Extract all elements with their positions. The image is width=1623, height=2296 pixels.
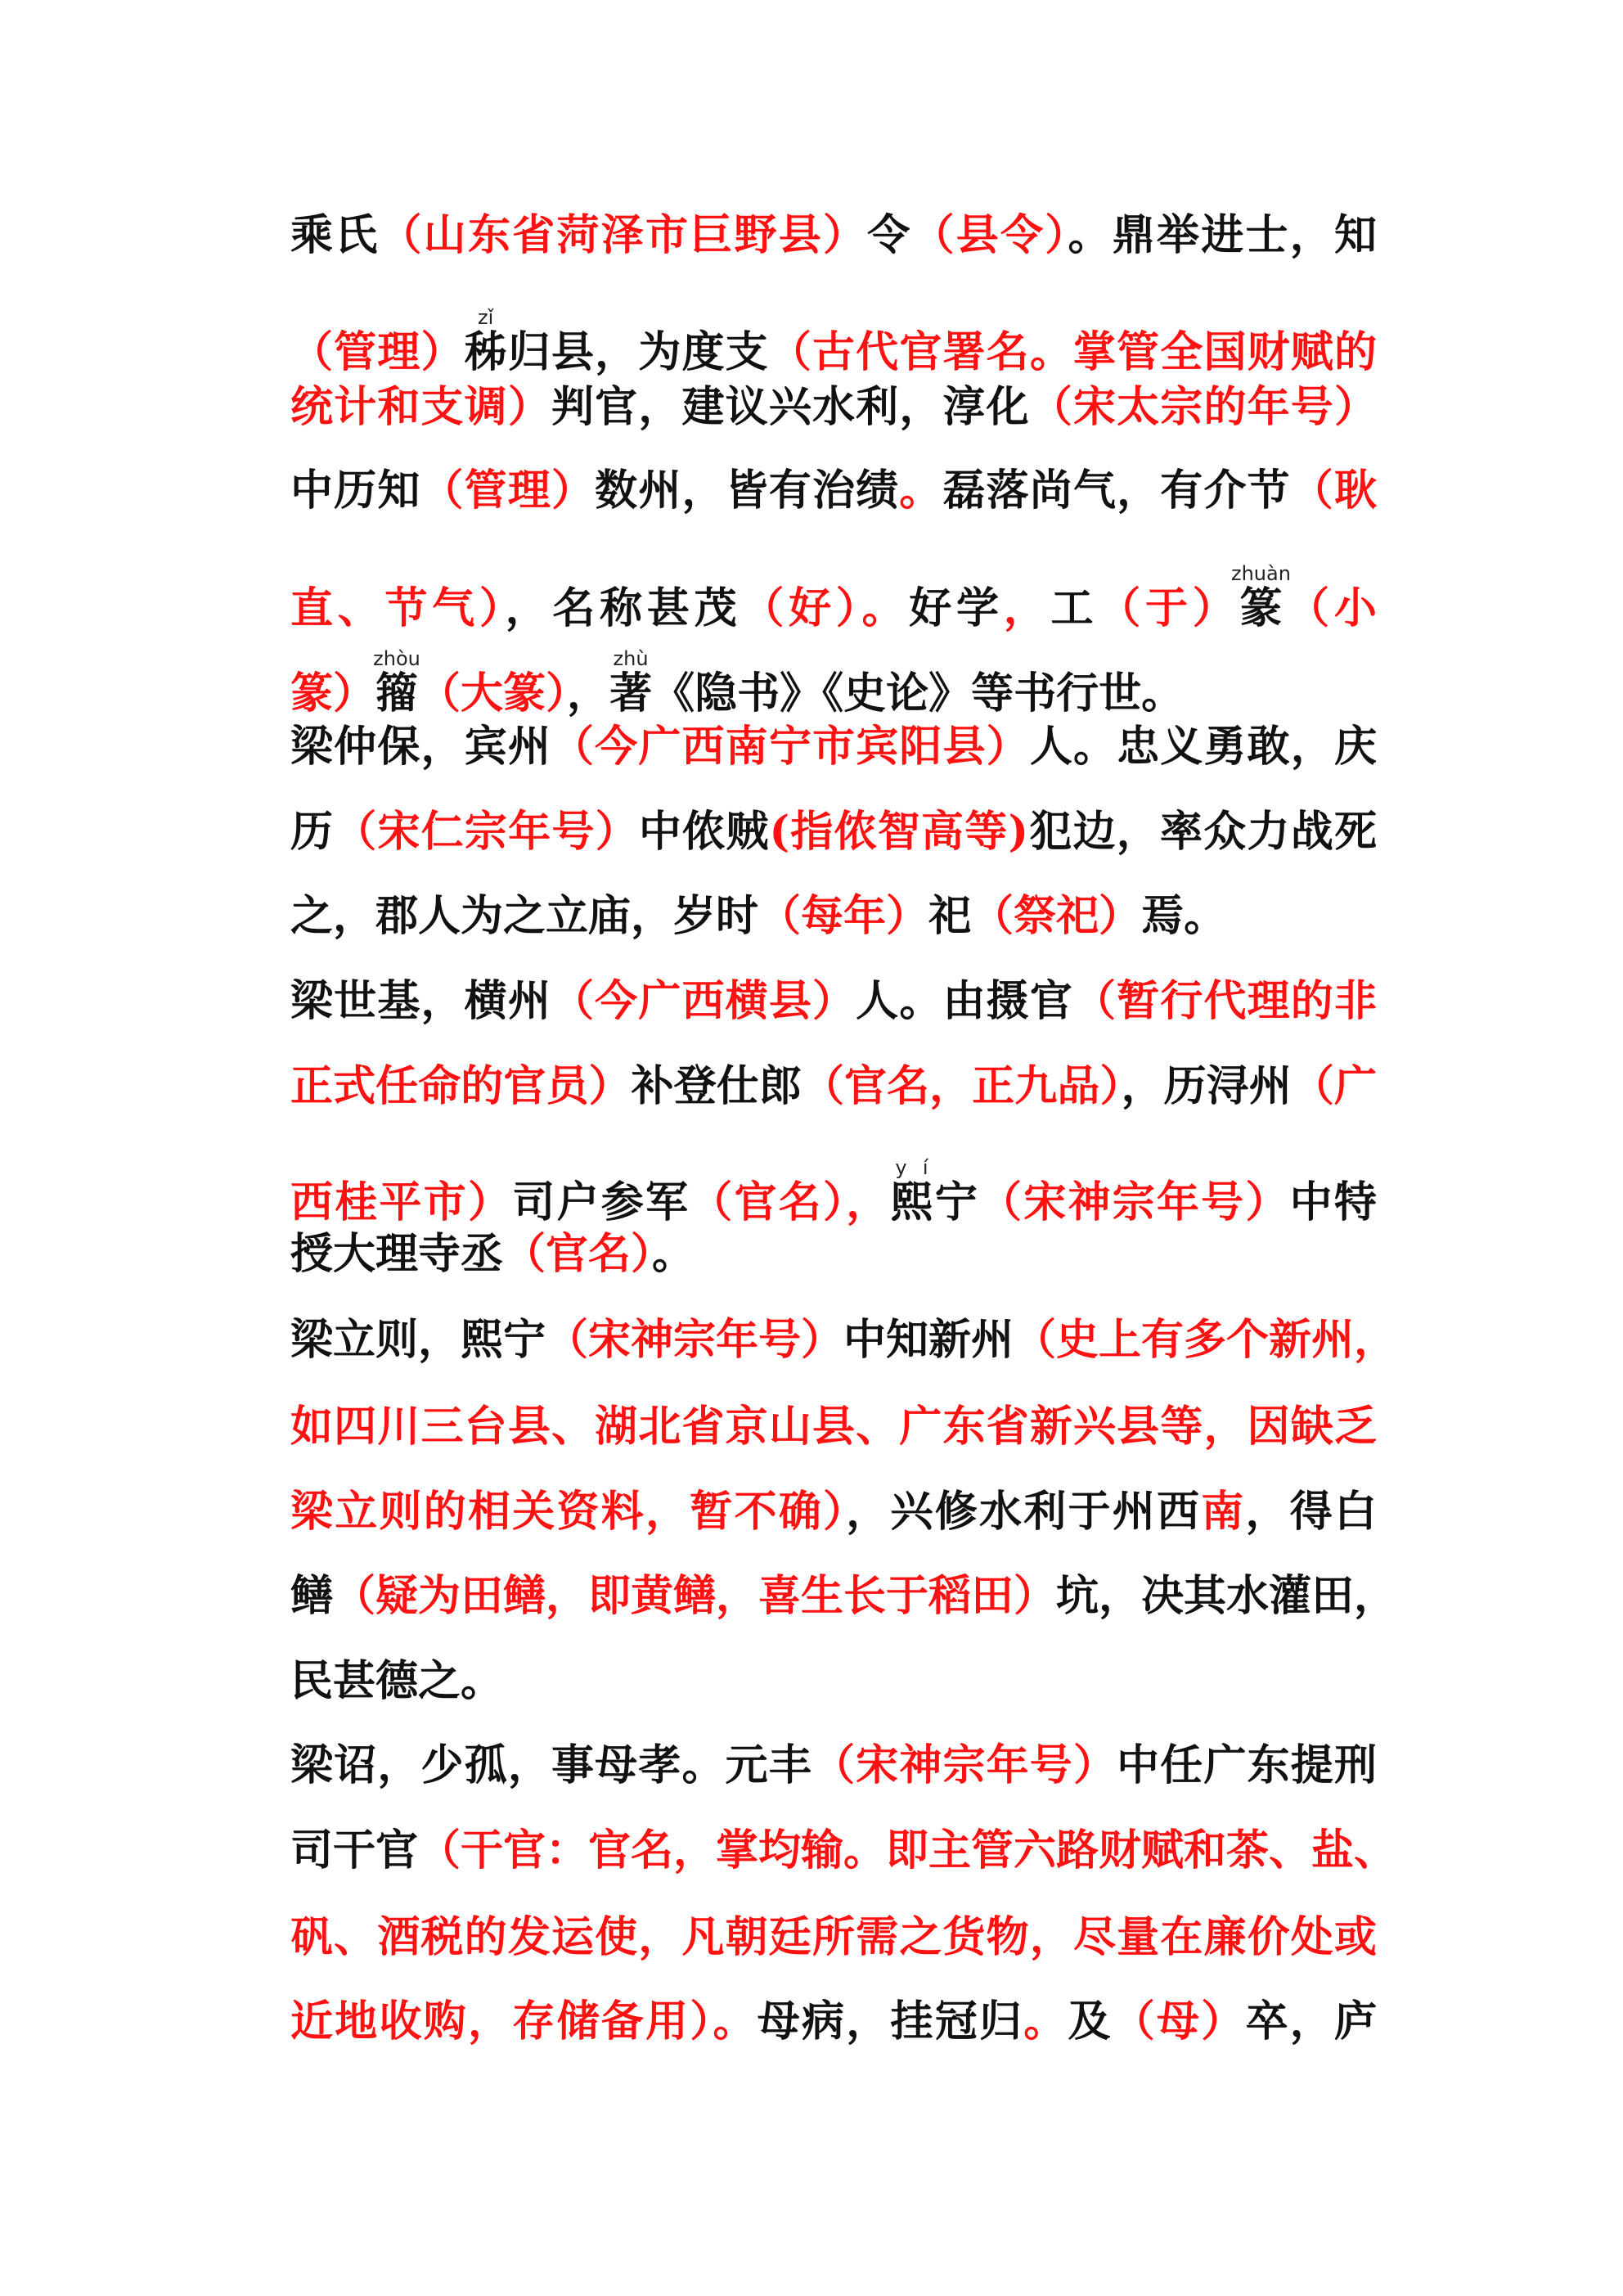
annotation-text: （每年） xyxy=(758,891,929,941)
annotation-text: 梁立则的相关资料，暂不确） xyxy=(290,1487,847,1537)
body-text: 人。由摄官 xyxy=(856,976,1073,1026)
body-text: 。鼎举进士，知 xyxy=(1068,210,1377,260)
annotation-text: （好）。 xyxy=(741,583,910,633)
annotation-text: 矾、酒税的发运使，凡朝廷所需之货物，尽量在廉价处或 xyxy=(290,1912,1377,1962)
annotation-text: （今广西横县） xyxy=(551,976,856,1026)
annotation-text: （耿 xyxy=(1290,466,1377,515)
text-line xyxy=(290,1997,1377,2046)
text-line xyxy=(290,1488,1377,1537)
annotation-text: 如四川三台县、湖北省京山县、广东省新兴县等，因缺乏 xyxy=(290,1402,1377,1452)
text-line xyxy=(290,892,1377,941)
text-line xyxy=(290,647,1377,718)
annotation-text: （今广西南宁市宾阳县） xyxy=(551,722,1030,772)
annotation-text: （史上有多个新州， xyxy=(1014,1315,1397,1365)
base-char: 秭 xyxy=(464,327,508,377)
annotation-text: （古代官署名。掌管全国财赋的 xyxy=(768,327,1377,377)
annotation-text: （祭祀） xyxy=(971,891,1142,941)
body-text: 归县，为度支 xyxy=(507,327,769,377)
ruby-char xyxy=(609,647,653,718)
annotation-text: 直、节气） xyxy=(290,583,506,633)
body-text: 祀 xyxy=(928,891,972,941)
body-text: 梁立则，熙宁 xyxy=(290,1315,546,1365)
body-text: 授大理寺丞 xyxy=(290,1229,504,1279)
text-line xyxy=(290,1913,1377,1962)
annotation-text: （官名，正九品） xyxy=(801,1061,1122,1111)
pinyin-annotation: zhòu xyxy=(373,647,420,670)
annotation-text: （县令） xyxy=(911,210,1068,260)
text-line xyxy=(290,723,1377,772)
body-text: 母病，挂冠归 xyxy=(757,1997,1024,2046)
annotation-text: 篆） xyxy=(290,669,376,718)
body-text: ， xyxy=(567,669,610,718)
body-text: 判官，建议兴水利，淳化 xyxy=(551,382,1030,432)
text-line xyxy=(290,1741,1377,1790)
body-text: 司户参军 xyxy=(512,1177,690,1227)
text-line xyxy=(290,1156,1377,1227)
annotation-text: （宋神宗年号） xyxy=(978,1177,1290,1227)
ruby-char xyxy=(1230,562,1291,633)
annotation-text: （官名） xyxy=(503,1229,653,1279)
base-char: 篆 xyxy=(1230,583,1291,633)
annotation-text: 近地收购，存储备用）。 xyxy=(290,1997,758,2046)
base-char: 籀 xyxy=(373,669,420,718)
annotation-text: 。 xyxy=(899,466,943,515)
body-text: 中知新州 xyxy=(843,1315,1014,1365)
pinyin-annotation: zhù xyxy=(609,647,653,670)
body-text: 中任广东提刑 xyxy=(1117,1740,1377,1790)
base-char: 著 xyxy=(609,669,653,718)
annotation-text: (指侬智高等) xyxy=(769,807,1029,857)
annotation-text: （山东省菏泽市巨野县） xyxy=(379,210,868,260)
body-text: ，名称甚茂 xyxy=(505,583,742,633)
body-text: 宁 xyxy=(934,1177,979,1227)
body-text: ，兴修水利于州西 xyxy=(846,1487,1202,1537)
ruby-char xyxy=(464,306,508,377)
body-text: 梁诏，少孤，事母孝。元丰 xyxy=(290,1740,812,1790)
text-line xyxy=(290,308,1377,377)
text-line xyxy=(290,1062,1377,1111)
body-text: 中侬贼 xyxy=(638,807,770,857)
body-text: 犯边，率众力战死 xyxy=(1028,807,1377,857)
body-text: 数州，皆有治绩 xyxy=(595,466,900,515)
pinyin-annotation: y í xyxy=(890,1156,933,1179)
body-text: 中特 xyxy=(1289,1177,1377,1227)
text-line xyxy=(290,211,1377,260)
text-line xyxy=(290,1402,1377,1452)
ruby-char xyxy=(373,647,420,718)
body-text: 。 xyxy=(652,1229,695,1279)
body-text: 历 xyxy=(290,807,335,857)
annotation-text: （干官：官名，掌均输。即主管六路财赋和茶、盐、 xyxy=(418,1826,1397,1875)
annotation-text: 西桂平市） xyxy=(290,1177,513,1227)
body-text: 梁仲保，宾州 xyxy=(290,722,551,772)
annotation-text: 。 xyxy=(1023,1997,1068,2046)
body-text: 卒，庐 xyxy=(1245,1997,1377,2046)
body-text: 鳝 xyxy=(290,1571,334,1621)
ruby-char xyxy=(890,1156,935,1227)
pinyin-annotation: zhuàn xyxy=(1230,562,1291,585)
text-line xyxy=(290,562,1377,633)
annotation-text: （小 xyxy=(1282,583,1377,633)
annotation-text: （宋神宗年号） xyxy=(812,1740,1117,1790)
body-text: 之，郡人为之立庙，岁时 xyxy=(290,891,759,941)
annotation-text: （广 xyxy=(1291,1061,1377,1111)
annotation-text: （大篆） xyxy=(418,669,568,718)
annotation-text: （疑为田鳝，即黄鳝，喜生长于稻田） xyxy=(333,1571,1057,1621)
text-line xyxy=(290,1657,1377,1706)
body-text: 工 xyxy=(1050,583,1099,633)
annotation-text: 统计和支调） xyxy=(290,382,551,432)
text-line xyxy=(290,383,1377,432)
text-line xyxy=(290,1571,1397,1621)
annotation-text: （暂行代理的非 xyxy=(1072,976,1377,1026)
body-text: 补登仕郎 xyxy=(631,1061,802,1111)
text-line xyxy=(290,977,1377,1026)
annotation-text: 正式任命的官员） xyxy=(290,1061,632,1111)
body-text: 焉。 xyxy=(1141,891,1227,941)
body-text: 人。忠义勇敢，庆 xyxy=(1029,722,1377,772)
annotation-text: （管理） xyxy=(420,466,596,515)
body-text: 好学 xyxy=(909,583,1004,633)
text-line xyxy=(290,466,1377,515)
body-text: 中历知 xyxy=(290,466,421,515)
text-line xyxy=(290,1315,1397,1365)
body-text: 乘氏 xyxy=(290,210,380,260)
body-text: 及 xyxy=(1068,1997,1113,2046)
body-text: 民甚德之。 xyxy=(290,1656,504,1706)
annotation-text: （宋仁宗年号） xyxy=(334,807,639,857)
annotation-text: 南 xyxy=(1201,1487,1246,1537)
annotation-text: （官名）， xyxy=(690,1177,891,1227)
text-line xyxy=(290,1826,1397,1875)
annotation-text: （于） xyxy=(1098,583,1240,633)
body-text: 磊落尚气，有介节 xyxy=(942,466,1291,515)
body-text: ，历浔州 xyxy=(1121,1061,1292,1111)
body-text: 《隐书》《史论》等书行世。 xyxy=(652,669,1185,718)
annotation-text: （宋太宗的年号） xyxy=(1029,382,1377,432)
pinyin-annotation: zǐ xyxy=(464,306,507,329)
annotation-text: （母） xyxy=(1112,1997,1246,2046)
body-text: 坑，决其水灌田， xyxy=(1056,1571,1397,1621)
annotation-text: （管理） xyxy=(290,327,465,377)
text-line xyxy=(290,1230,1377,1279)
body-text: 梁世基，横州 xyxy=(290,976,551,1026)
body-text: 司干官 xyxy=(290,1826,419,1875)
text-line xyxy=(290,808,1377,857)
body-text: 令 xyxy=(867,210,912,260)
body-text: ，得白 xyxy=(1245,1487,1377,1537)
annotation-text: （宋神宗年号） xyxy=(546,1315,844,1365)
annotation-text: ， xyxy=(1003,583,1051,633)
base-char: 熙 xyxy=(890,1177,935,1227)
